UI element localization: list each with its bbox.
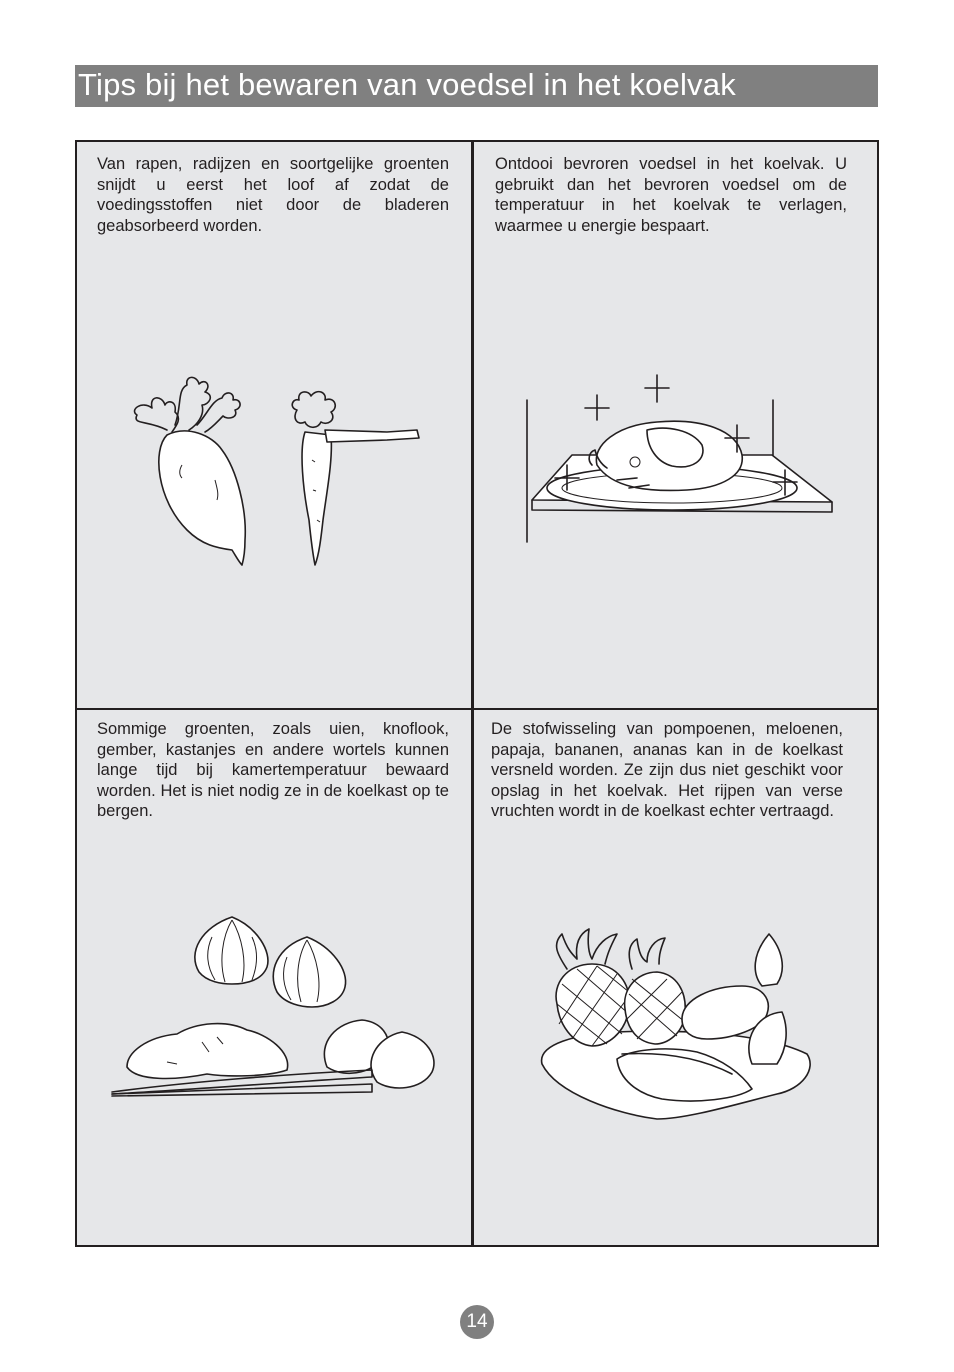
tip-cell-root-vegetables [97,154,449,236]
page-number: 14 [460,1305,494,1339]
tropical-fruits-illustration [537,924,817,1124]
tip-cell-thawing [495,154,847,236]
tips-grid [75,140,879,1247]
tip-text: De stofwisseling van pompoenen, meloenen, papaja, bananen, ananas kan in de koelkast versneld worden. Ze zijn dus niet geschikt voor opslag in het koelvak. Het rijpen van verse vruchten wordt in de koelkast echter vertraagd. [491,720,843,820]
tip-text: Van rapen, radijzen en soortgelijke groenten snijdt u eerst het loof af zodat de voedingsstoffen niet door de bladeren geabsorbeerd worden. [97,155,449,235]
vertical-divider [471,142,474,1245]
tip-text: Ontdooi bevroren voedsel in het koelvak. U gebruikt dan het bevroren voedsel om de temperatuur in het koelvak te verlagen, waarmee u energie bespaart. [495,155,847,235]
tip-cell-tropical-fruits [491,719,843,822]
tip-cell-room-temperature [97,719,449,822]
title-bar [75,65,878,107]
thawing-chicken-illustration [517,370,837,550]
page-title: Tips bij het bewaren van voedsel in het koelvak [78,67,736,102]
horizontal-divider [77,708,877,710]
onions-ginger-illustration [107,912,447,1097]
root-vegetables-illustration [127,370,427,570]
tip-text: Sommige groenten, zoals uien, knoflook, gember, kastanjes en andere wortels kunnen lange tijd bij kamertemperatuur bewaard worden. Het is niet nodig ze in de koelkast op te bergen. [97,720,449,820]
